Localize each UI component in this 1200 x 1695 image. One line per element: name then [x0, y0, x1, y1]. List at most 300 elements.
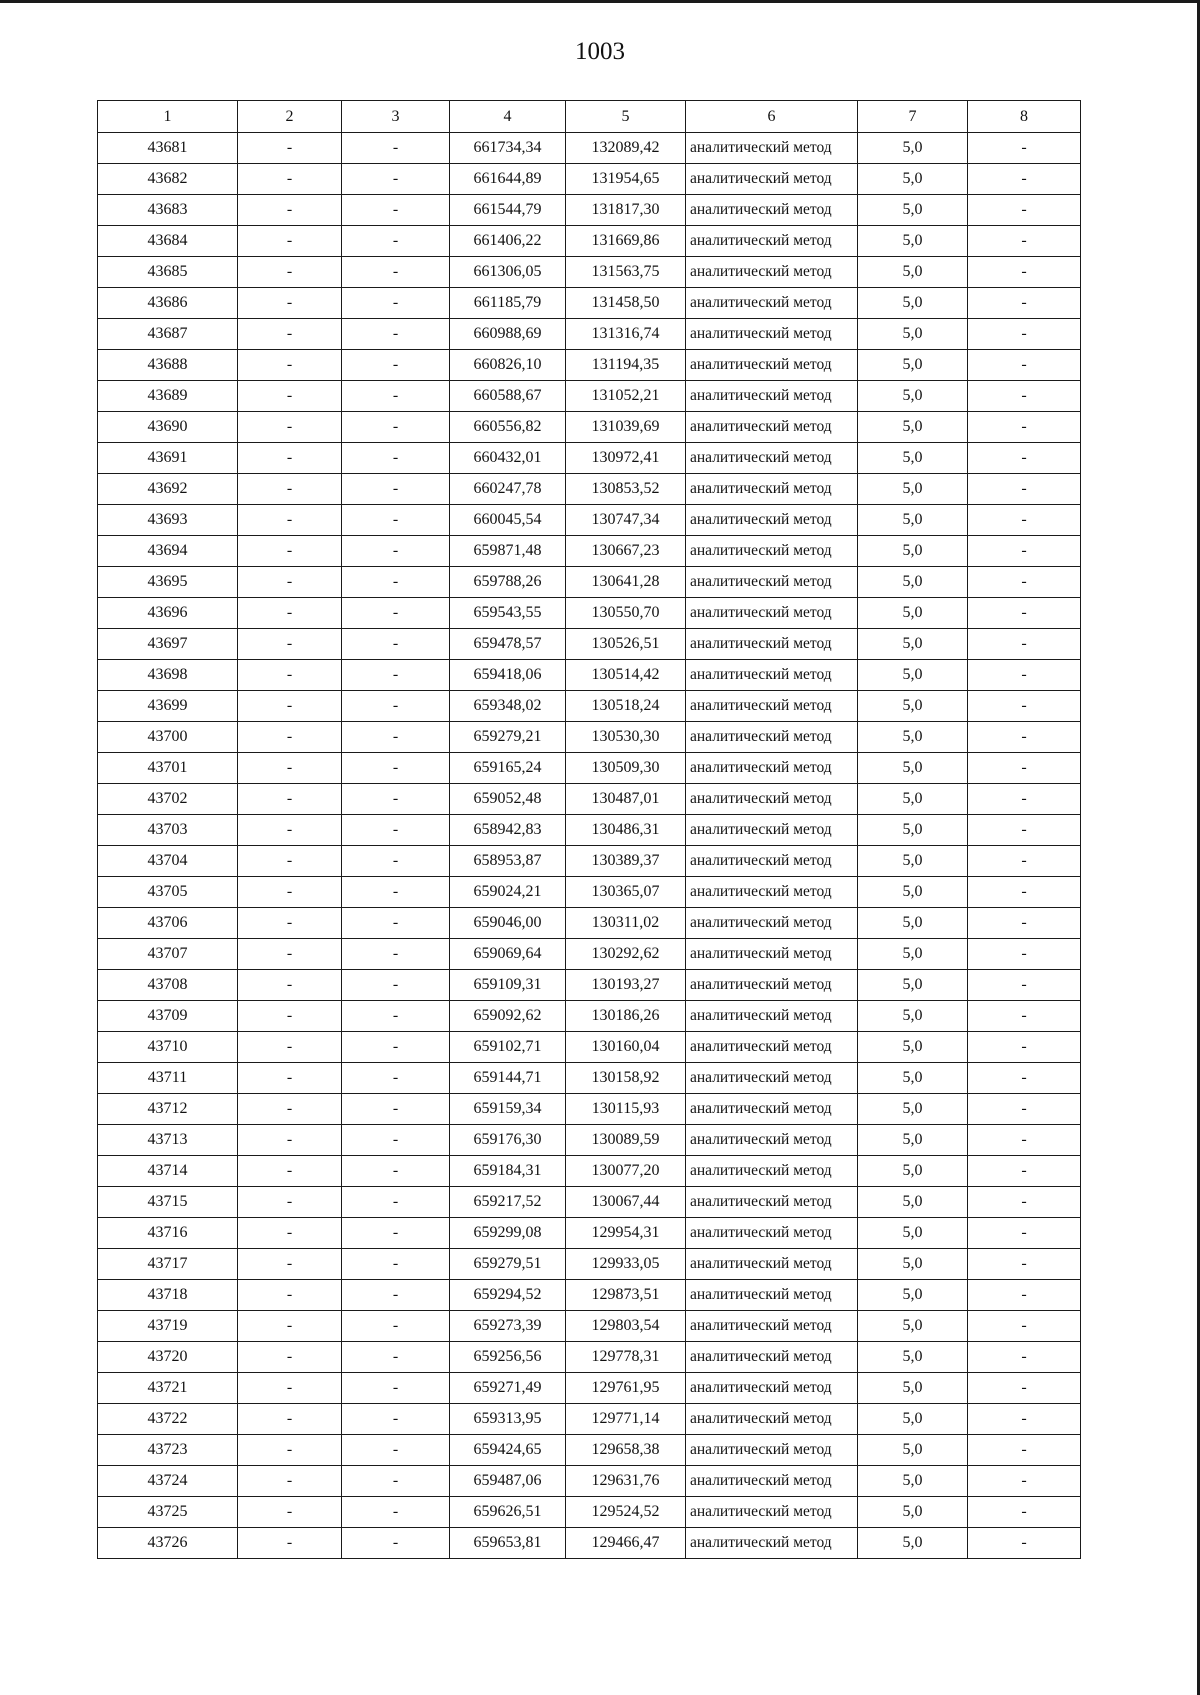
column-2-value: -	[238, 1528, 342, 1559]
accuracy-value: 5,0	[858, 1280, 968, 1311]
column-3-value: -	[342, 908, 450, 939]
column-2-value: -	[238, 629, 342, 660]
column-3-value: -	[342, 815, 450, 846]
column-2-value: -	[238, 1435, 342, 1466]
column-2-value: -	[238, 753, 342, 784]
column-8-value: -	[968, 1063, 1081, 1094]
point-number: 43724	[98, 1466, 238, 1497]
coordinate-x: 661644,89	[450, 164, 566, 195]
point-number: 43685	[98, 257, 238, 288]
determination-method: аналитический метод	[686, 1125, 858, 1156]
determination-method: аналитический метод	[686, 784, 858, 815]
determination-method: аналитический метод	[686, 877, 858, 908]
column-2-value: -	[238, 1001, 342, 1032]
column-header: 6	[686, 101, 858, 133]
column-2-value: -	[238, 846, 342, 877]
determination-method: аналитический метод	[686, 908, 858, 939]
coordinate-y: 130365,07	[566, 877, 686, 908]
column-8-value: -	[968, 164, 1081, 195]
coordinate-x: 659543,55	[450, 598, 566, 629]
determination-method: аналитический метод	[686, 536, 858, 567]
determination-method: аналитический метод	[686, 474, 858, 505]
coordinate-y: 130747,34	[566, 505, 686, 536]
coordinate-x: 659313,95	[450, 1404, 566, 1435]
coordinate-y: 129761,95	[566, 1373, 686, 1404]
column-8-value: -	[968, 939, 1081, 970]
coordinate-y: 130160,04	[566, 1032, 686, 1063]
table-row	[98, 1373, 1081, 1404]
table-row	[98, 970, 1081, 1001]
point-number: 43704	[98, 846, 238, 877]
column-2-value: -	[238, 536, 342, 567]
accuracy-value: 5,0	[858, 1094, 968, 1125]
column-3-value: -	[342, 722, 450, 753]
point-number: 43687	[98, 319, 238, 350]
point-number: 43719	[98, 1311, 238, 1342]
determination-method: аналитический метод	[686, 1528, 858, 1559]
point-number: 43714	[98, 1156, 238, 1187]
column-3-value: -	[342, 784, 450, 815]
accuracy-value: 5,0	[858, 722, 968, 753]
column-3-value: -	[342, 536, 450, 567]
column-3-value: -	[342, 1218, 450, 1249]
table-row	[98, 288, 1081, 319]
table-row	[98, 1094, 1081, 1125]
point-number: 43726	[98, 1528, 238, 1559]
determination-method: аналитический метод	[686, 412, 858, 443]
table-row	[98, 722, 1081, 753]
column-header: 7	[858, 101, 968, 133]
determination-method: аналитический метод	[686, 815, 858, 846]
determination-method: аналитический метод	[686, 939, 858, 970]
column-8-value: -	[968, 257, 1081, 288]
table-row	[98, 1311, 1081, 1342]
table-row	[98, 1218, 1081, 1249]
coordinate-y: 130853,52	[566, 474, 686, 505]
coordinate-x: 660826,10	[450, 350, 566, 381]
coordinate-x: 659348,02	[450, 691, 566, 722]
point-number: 43691	[98, 443, 238, 474]
column-3-value: -	[342, 1528, 450, 1559]
point-number: 43707	[98, 939, 238, 970]
column-8-value: -	[968, 598, 1081, 629]
accuracy-value: 5,0	[858, 319, 968, 350]
accuracy-value: 5,0	[858, 1373, 968, 1404]
column-3-value: -	[342, 443, 450, 474]
point-number: 43686	[98, 288, 238, 319]
column-3-value: -	[342, 660, 450, 691]
coordinate-x: 660045,54	[450, 505, 566, 536]
determination-method: аналитический метод	[686, 691, 858, 722]
coordinate-x: 659184,31	[450, 1156, 566, 1187]
column-8-value: -	[968, 133, 1081, 164]
coordinate-x: 659871,48	[450, 536, 566, 567]
determination-method: аналитический метод	[686, 1466, 858, 1497]
coordinate-y: 130292,62	[566, 939, 686, 970]
coordinate-x: 659102,71	[450, 1032, 566, 1063]
coordinate-y: 131954,65	[566, 164, 686, 195]
column-2-value: -	[238, 505, 342, 536]
determination-method: аналитический метод	[686, 1435, 858, 1466]
accuracy-value: 5,0	[858, 1187, 968, 1218]
determination-method: аналитический метод	[686, 970, 858, 1001]
column-2-value: -	[238, 784, 342, 815]
column-3-value: -	[342, 1156, 450, 1187]
table-row	[98, 877, 1081, 908]
coordinate-y: 131039,69	[566, 412, 686, 443]
table-row	[98, 195, 1081, 226]
column-8-value: -	[968, 1032, 1081, 1063]
table-row	[98, 1249, 1081, 1280]
coordinate-y: 129466,47	[566, 1528, 686, 1559]
point-number: 43712	[98, 1094, 238, 1125]
point-number: 43683	[98, 195, 238, 226]
accuracy-value: 5,0	[858, 629, 968, 660]
accuracy-value: 5,0	[858, 660, 968, 691]
coordinate-x: 659788,26	[450, 567, 566, 598]
coordinate-y: 130077,20	[566, 1156, 686, 1187]
column-8-value: -	[968, 753, 1081, 784]
column-2-value: -	[238, 1466, 342, 1497]
coordinate-x: 659279,51	[450, 1249, 566, 1280]
accuracy-value: 5,0	[858, 567, 968, 598]
determination-method: аналитический метод	[686, 1497, 858, 1528]
coordinate-x: 659478,57	[450, 629, 566, 660]
column-3-value: -	[342, 257, 450, 288]
point-number: 43716	[98, 1218, 238, 1249]
accuracy-value: 5,0	[858, 257, 968, 288]
column-3-value: -	[342, 877, 450, 908]
coordinate-x: 659256,56	[450, 1342, 566, 1373]
column-3-value: -	[342, 133, 450, 164]
column-3-value: -	[342, 753, 450, 784]
column-3-value: -	[342, 1497, 450, 1528]
coordinate-y: 129933,05	[566, 1249, 686, 1280]
column-3-value: -	[342, 381, 450, 412]
column-3-value: -	[342, 1435, 450, 1466]
point-number: 43705	[98, 877, 238, 908]
column-2-value: -	[238, 1311, 342, 1342]
column-3-value: -	[342, 846, 450, 877]
point-number: 43709	[98, 1001, 238, 1032]
coordinate-y: 130514,42	[566, 660, 686, 691]
coordinate-y: 129873,51	[566, 1280, 686, 1311]
coordinate-y: 130067,44	[566, 1187, 686, 1218]
coordinate-x: 659069,64	[450, 939, 566, 970]
page-number: 1003	[575, 38, 625, 65]
column-8-value: -	[968, 474, 1081, 505]
column-2-value: -	[238, 691, 342, 722]
table-row	[98, 660, 1081, 691]
coordinate-x: 660988,69	[450, 319, 566, 350]
determination-method: аналитический метод	[686, 1156, 858, 1187]
point-number: 43682	[98, 164, 238, 195]
table-row	[98, 505, 1081, 536]
column-3-value: -	[342, 412, 450, 443]
column-2-value: -	[238, 474, 342, 505]
coordinate-y: 130518,24	[566, 691, 686, 722]
coordinate-y: 130089,59	[566, 1125, 686, 1156]
table-row	[98, 1032, 1081, 1063]
coordinate-x: 658942,83	[450, 815, 566, 846]
coordinate-y: 129954,31	[566, 1218, 686, 1249]
column-header: 2	[238, 101, 342, 133]
table-row	[98, 567, 1081, 598]
accuracy-value: 5,0	[858, 1497, 968, 1528]
column-8-value: -	[968, 784, 1081, 815]
column-8-value: -	[968, 1156, 1081, 1187]
coordinate-y: 131316,74	[566, 319, 686, 350]
accuracy-value: 5,0	[858, 133, 968, 164]
column-2-value: -	[238, 1373, 342, 1404]
column-2-value: -	[238, 381, 342, 412]
accuracy-value: 5,0	[858, 598, 968, 629]
column-3-value: -	[342, 598, 450, 629]
determination-method: аналитический метод	[686, 133, 858, 164]
coordinate-x: 659052,48	[450, 784, 566, 815]
coordinate-x: 659626,51	[450, 1497, 566, 1528]
column-2-value: -	[238, 1404, 342, 1435]
point-number: 43688	[98, 350, 238, 381]
table-row	[98, 1125, 1081, 1156]
column-8-value: -	[968, 319, 1081, 350]
accuracy-value: 5,0	[858, 226, 968, 257]
determination-method: аналитический метод	[686, 598, 858, 629]
coordinate-y: 132089,42	[566, 133, 686, 164]
column-3-value: -	[342, 226, 450, 257]
point-number: 43721	[98, 1373, 238, 1404]
table-row	[98, 1435, 1081, 1466]
coordinate-y: 131194,35	[566, 350, 686, 381]
coordinate-y: 130526,51	[566, 629, 686, 660]
determination-method: аналитический метод	[686, 753, 858, 784]
point-number: 43700	[98, 722, 238, 753]
table-row	[98, 1404, 1081, 1435]
column-2-value: -	[238, 970, 342, 1001]
accuracy-value: 5,0	[858, 164, 968, 195]
column-8-value: -	[968, 443, 1081, 474]
table-row	[98, 381, 1081, 412]
accuracy-value: 5,0	[858, 1001, 968, 1032]
column-2-value: -	[238, 1032, 342, 1063]
column-3-value: -	[342, 1187, 450, 1218]
determination-method: аналитический метод	[686, 1342, 858, 1373]
accuracy-value: 5,0	[858, 1063, 968, 1094]
column-header: 5	[566, 101, 686, 133]
coordinate-y: 131052,21	[566, 381, 686, 412]
coordinate-y: 129778,31	[566, 1342, 686, 1373]
accuracy-value: 5,0	[858, 288, 968, 319]
point-number: 43720	[98, 1342, 238, 1373]
table-row	[98, 815, 1081, 846]
coordinate-y: 130193,27	[566, 970, 686, 1001]
accuracy-value: 5,0	[858, 1342, 968, 1373]
column-8-value: -	[968, 1094, 1081, 1125]
column-8-value: -	[968, 1342, 1081, 1373]
column-3-value: -	[342, 1342, 450, 1373]
accuracy-value: 5,0	[858, 1528, 968, 1559]
column-header: 3	[342, 101, 450, 133]
point-number: 43703	[98, 815, 238, 846]
column-3-value: -	[342, 1249, 450, 1280]
determination-method: аналитический метод	[686, 381, 858, 412]
column-header: 4	[450, 101, 566, 133]
column-2-value: -	[238, 1094, 342, 1125]
column-3-value: -	[342, 939, 450, 970]
coordinate-y: 130158,92	[566, 1063, 686, 1094]
accuracy-value: 5,0	[858, 1032, 968, 1063]
point-number: 43710	[98, 1032, 238, 1063]
column-8-value: -	[968, 1528, 1081, 1559]
column-header: 8	[968, 101, 1081, 133]
column-8-value: -	[968, 1435, 1081, 1466]
accuracy-value: 5,0	[858, 1218, 968, 1249]
column-2-value: -	[238, 908, 342, 939]
column-3-value: -	[342, 319, 450, 350]
column-8-value: -	[968, 1001, 1081, 1032]
accuracy-value: 5,0	[858, 474, 968, 505]
column-2-value: -	[238, 660, 342, 691]
column-8-value: -	[968, 908, 1081, 939]
accuracy-value: 5,0	[858, 381, 968, 412]
column-8-value: -	[968, 722, 1081, 753]
table-row	[98, 443, 1081, 474]
table-row	[98, 846, 1081, 877]
table-row	[98, 350, 1081, 381]
coordinate-x: 660588,67	[450, 381, 566, 412]
table-row	[98, 1001, 1081, 1032]
coordinate-y: 130486,31	[566, 815, 686, 846]
accuracy-value: 5,0	[858, 536, 968, 567]
point-number: 43717	[98, 1249, 238, 1280]
column-3-value: -	[342, 474, 450, 505]
coordinate-x: 659299,08	[450, 1218, 566, 1249]
column-2-value: -	[238, 350, 342, 381]
coordinate-x: 659159,34	[450, 1094, 566, 1125]
coordinate-y: 131563,75	[566, 257, 686, 288]
determination-method: аналитический метод	[686, 1063, 858, 1094]
determination-method: аналитический метод	[686, 226, 858, 257]
coordinate-x: 659487,06	[450, 1466, 566, 1497]
determination-method: аналитический метод	[686, 350, 858, 381]
coordinate-x: 661185,79	[450, 288, 566, 319]
column-2-value: -	[238, 1218, 342, 1249]
coordinate-y: 130509,30	[566, 753, 686, 784]
determination-method: аналитический метод	[686, 195, 858, 226]
accuracy-value: 5,0	[858, 1435, 968, 1466]
determination-method: аналитический метод	[686, 1032, 858, 1063]
table-row	[98, 784, 1081, 815]
table-row	[98, 1280, 1081, 1311]
column-8-value: -	[968, 970, 1081, 1001]
column-8-value: -	[968, 381, 1081, 412]
table-row	[98, 691, 1081, 722]
column-8-value: -	[968, 536, 1081, 567]
column-3-value: -	[342, 1280, 450, 1311]
accuracy-value: 5,0	[858, 815, 968, 846]
coordinate-y: 130667,23	[566, 536, 686, 567]
point-number: 43706	[98, 908, 238, 939]
column-8-value: -	[968, 1497, 1081, 1528]
column-2-value: -	[238, 133, 342, 164]
determination-method: аналитический метод	[686, 722, 858, 753]
coordinate-x: 659217,52	[450, 1187, 566, 1218]
column-2-value: -	[238, 1497, 342, 1528]
coordinate-x: 659176,30	[450, 1125, 566, 1156]
column-8-value: -	[968, 1466, 1081, 1497]
column-8-value: -	[968, 1249, 1081, 1280]
coordinate-y: 130641,28	[566, 567, 686, 598]
coordinate-y: 129631,76	[566, 1466, 686, 1497]
table-row	[98, 629, 1081, 660]
column-3-value: -	[342, 629, 450, 660]
accuracy-value: 5,0	[858, 1466, 968, 1497]
column-8-value: -	[968, 691, 1081, 722]
determination-method: аналитический метод	[686, 443, 858, 474]
table-row	[98, 164, 1081, 195]
point-number: 43694	[98, 536, 238, 567]
column-2-value: -	[238, 288, 342, 319]
column-3-value: -	[342, 567, 450, 598]
accuracy-value: 5,0	[858, 784, 968, 815]
point-number: 43708	[98, 970, 238, 1001]
column-2-value: -	[238, 567, 342, 598]
accuracy-value: 5,0	[858, 1156, 968, 1187]
column-3-value: -	[342, 1125, 450, 1156]
coordinate-y: 130487,01	[566, 784, 686, 815]
column-2-value: -	[238, 722, 342, 753]
point-number: 43725	[98, 1497, 238, 1528]
column-3-value: -	[342, 1032, 450, 1063]
column-2-value: -	[238, 1280, 342, 1311]
accuracy-value: 5,0	[858, 1125, 968, 1156]
point-number: 43690	[98, 412, 238, 443]
table-row	[98, 536, 1081, 567]
point-number: 43696	[98, 598, 238, 629]
column-3-value: -	[342, 164, 450, 195]
determination-method: аналитический метод	[686, 660, 858, 691]
coordinate-x: 659092,62	[450, 1001, 566, 1032]
table-row	[98, 412, 1081, 443]
table-row	[98, 1063, 1081, 1094]
coordinate-y: 131817,30	[566, 195, 686, 226]
determination-method: аналитический метод	[686, 164, 858, 195]
column-3-value: -	[342, 288, 450, 319]
column-3-value: -	[342, 195, 450, 226]
column-8-value: -	[968, 567, 1081, 598]
point-number: 43715	[98, 1187, 238, 1218]
coordinate-x: 659273,39	[450, 1311, 566, 1342]
coordinate-x: 661406,22	[450, 226, 566, 257]
column-3-value: -	[342, 1373, 450, 1404]
coordinate-y: 129803,54	[566, 1311, 686, 1342]
determination-method: аналитический метод	[686, 846, 858, 877]
point-number: 43722	[98, 1404, 238, 1435]
column-8-value: -	[968, 226, 1081, 257]
coordinate-y: 130550,70	[566, 598, 686, 629]
accuracy-value: 5,0	[858, 970, 968, 1001]
coordinate-y: 130311,02	[566, 908, 686, 939]
column-2-value: -	[238, 319, 342, 350]
column-8-value: -	[968, 1373, 1081, 1404]
coordinate-x: 659046,00	[450, 908, 566, 939]
column-3-value: -	[342, 1404, 450, 1435]
coordinate-x: 661734,34	[450, 133, 566, 164]
column-3-value: -	[342, 1311, 450, 1342]
determination-method: аналитический метод	[686, 1249, 858, 1280]
coordinate-x: 659024,21	[450, 877, 566, 908]
coordinate-x: 659653,81	[450, 1528, 566, 1559]
